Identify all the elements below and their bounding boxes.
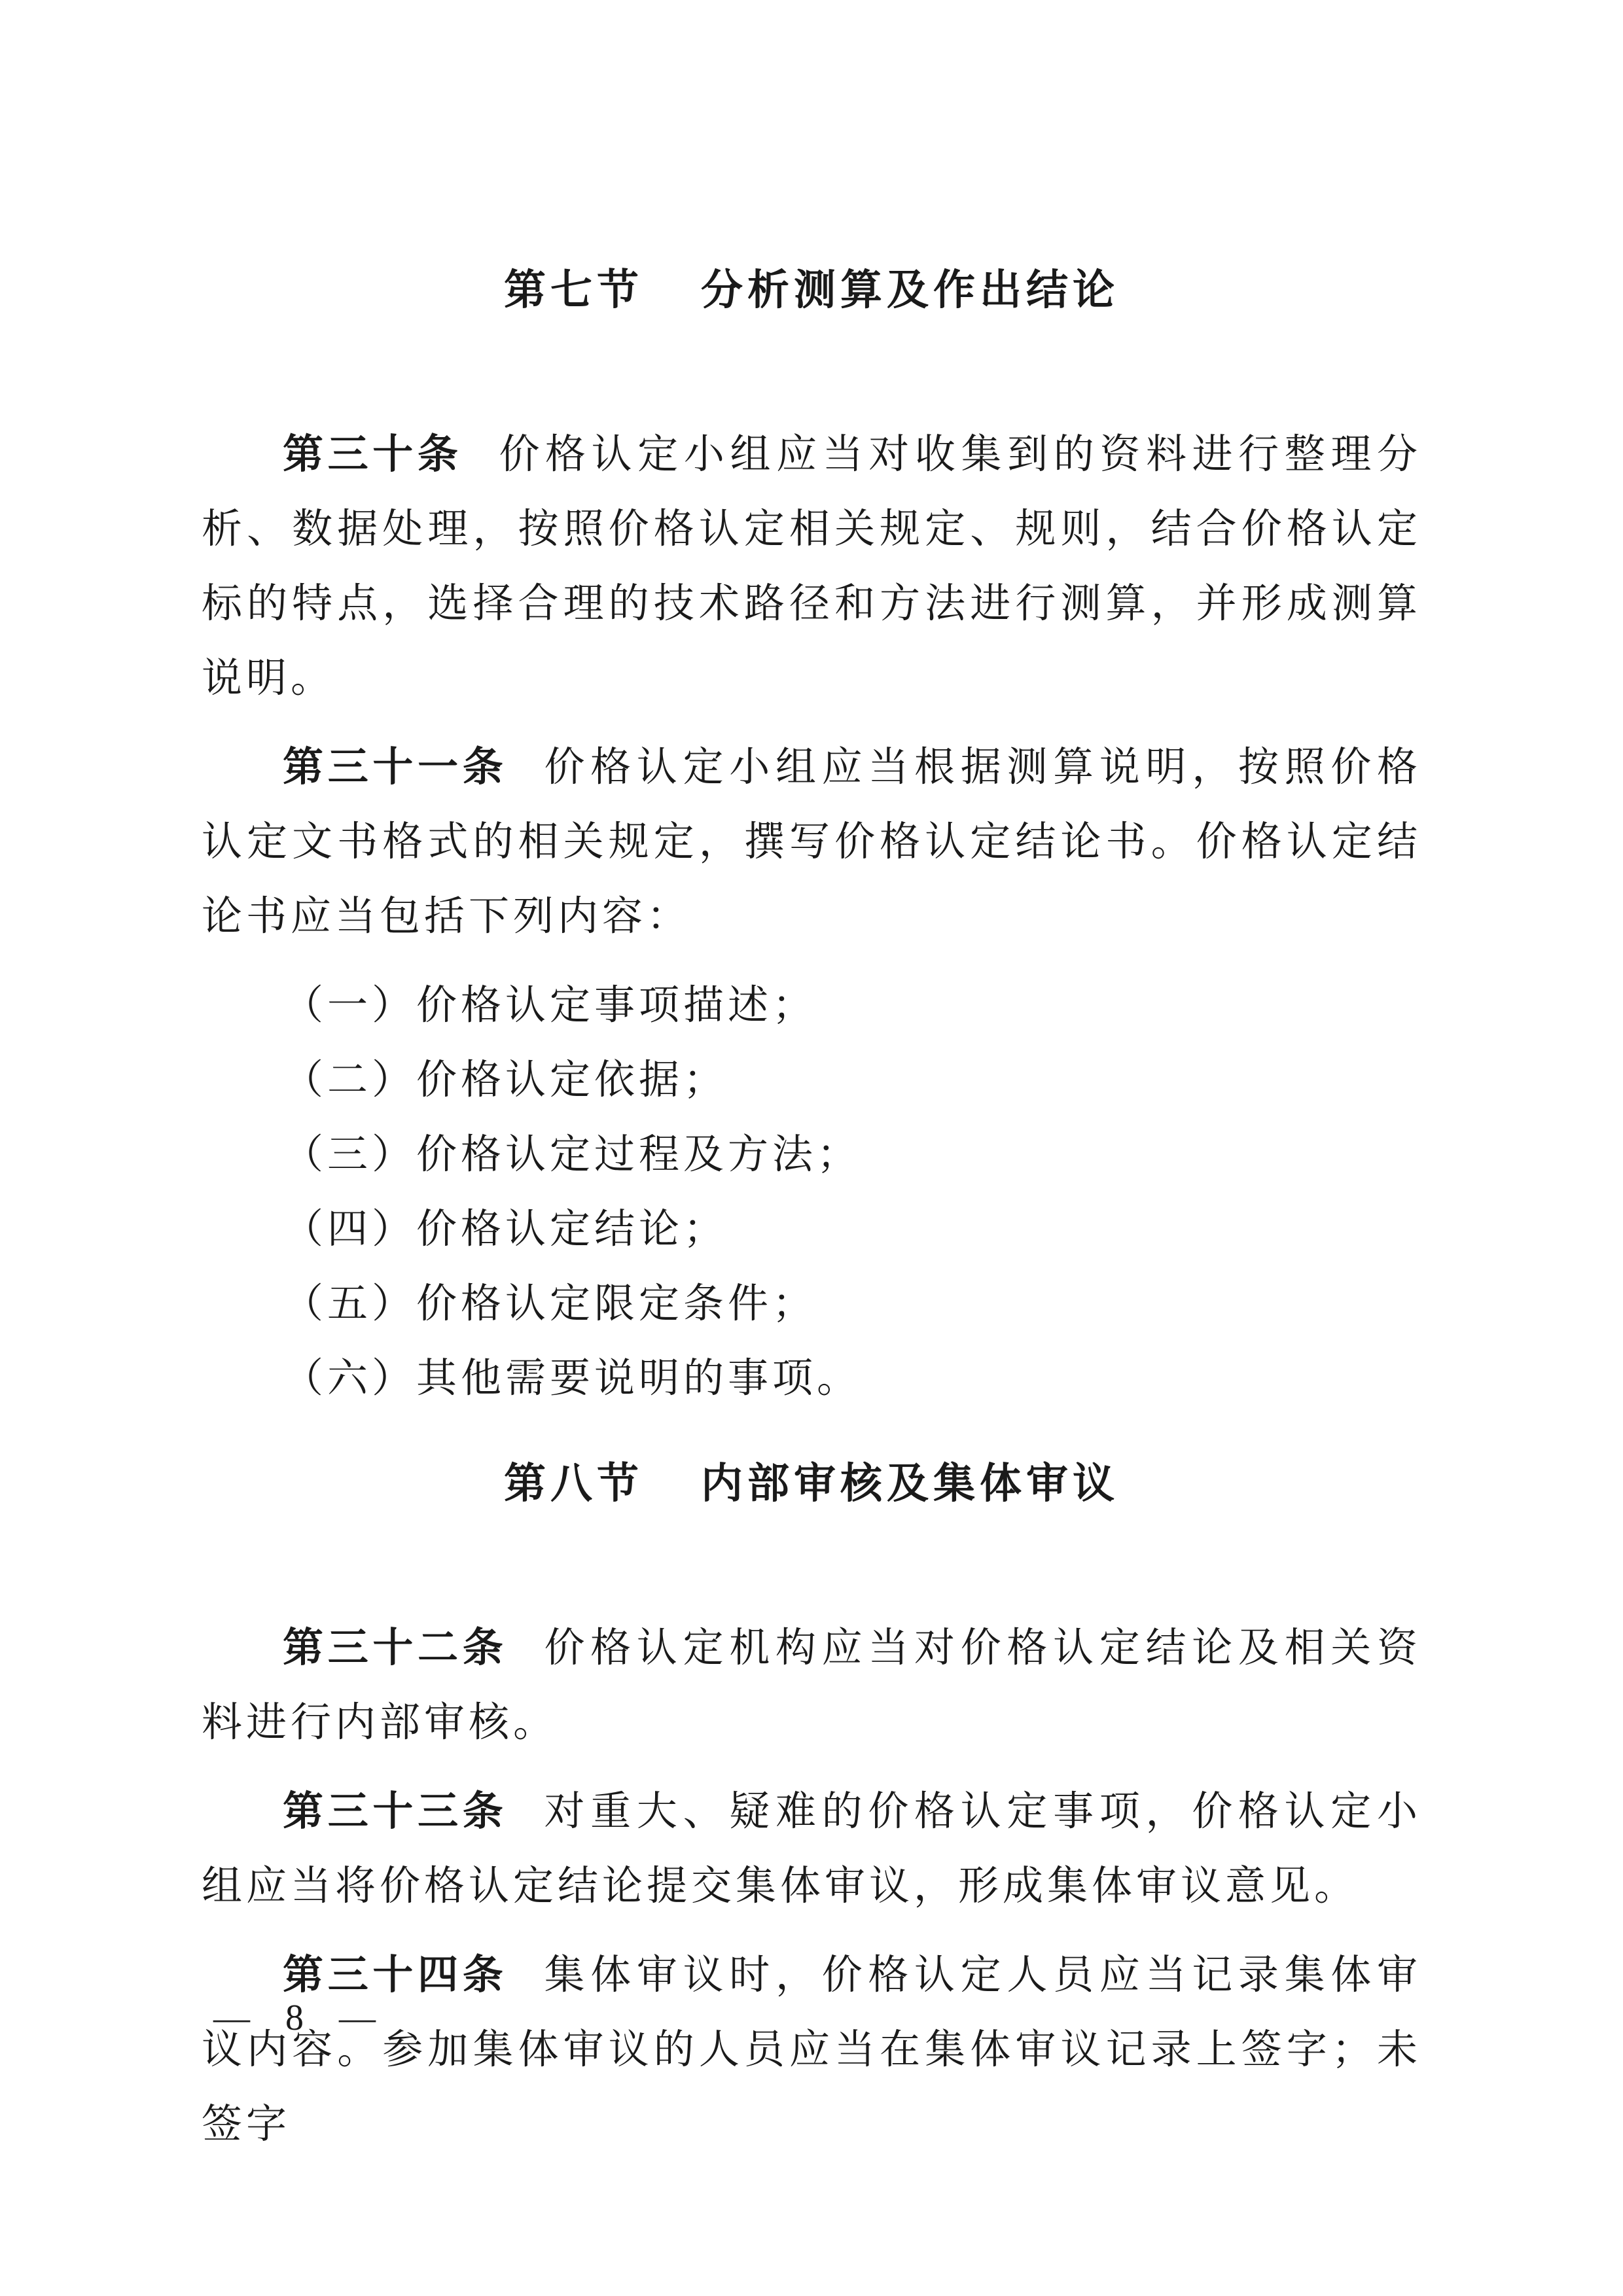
list-item-6: （六）其他需要说明的事项。 — [283, 1356, 862, 1401]
article-34-text: 集体审议时，价格认定人员应当记录集体审议内容。参加集体审议的人员应当在集体审议记录上签字；未签字 — [202, 1953, 1421, 2147]
list-item-3: （三）价格认定过程及方法； — [283, 1133, 862, 1177]
article-33-paragraph — [202, 1775, 1421, 1924]
conclusion-items-list — [202, 968, 1421, 1416]
list-item-2: （二）价格认定依据； — [283, 1058, 728, 1103]
list-item-1: （一）价格认定事项描述； — [283, 983, 817, 1028]
article-34-paragraph — [202, 1938, 1421, 2162]
section-8-title: 内部审核及集体审议 — [701, 1460, 1119, 1507]
article-30-paragraph — [202, 417, 1421, 716]
list-item-5: （五）价格认定限定条件； — [283, 1282, 817, 1326]
page-number: — 8 — — [213, 1998, 389, 2038]
article-33-text: 对重大、疑难的价格认定事项，价格认定小组应当将价格认定结论提交集体审议，形成集体审议意见。 — [202, 1790, 1421, 1909]
article-30-text: 价格认定小组应当对收集到的资料进行整理分析、数据处理，按照价格认定相关规定、规则，结合价格认定标的特点，选择合理的技术路径和方法进行测算，并形成测算说明。 — [202, 433, 1421, 701]
article-31-paragraph — [202, 730, 1421, 954]
article-32-text: 价格认定机构应当对价格认定结论及相关资料进行内部审核。 — [202, 1626, 1421, 1745]
article-33-number: 第三十三条 — [283, 1789, 508, 1834]
list-item-4: （四）价格认定结论； — [283, 1207, 728, 1252]
article-32-number: 第三十二条 — [283, 1625, 508, 1670]
article-31-number: 第三十一条 — [283, 745, 508, 790]
section-7-heading — [202, 260, 1421, 321]
article-32-paragraph — [202, 1611, 1421, 1760]
article-31-text: 价格认定小组应当根据测算说明，按照价格认定文书格式的相关规定，撰写价格认定结论书。价格认定结论书应当包括下列内容： — [202, 745, 1421, 939]
section-8-label: 第八节 — [504, 1460, 643, 1507]
section-8-heading — [202, 1454, 1421, 1514]
article-30-number: 第三十条 — [283, 432, 463, 477]
section-7-title: 分析测算及作出结论 — [701, 267, 1119, 313]
section-7-label: 第七节 — [504, 267, 643, 313]
article-34-number: 第三十四条 — [283, 1952, 508, 1998]
